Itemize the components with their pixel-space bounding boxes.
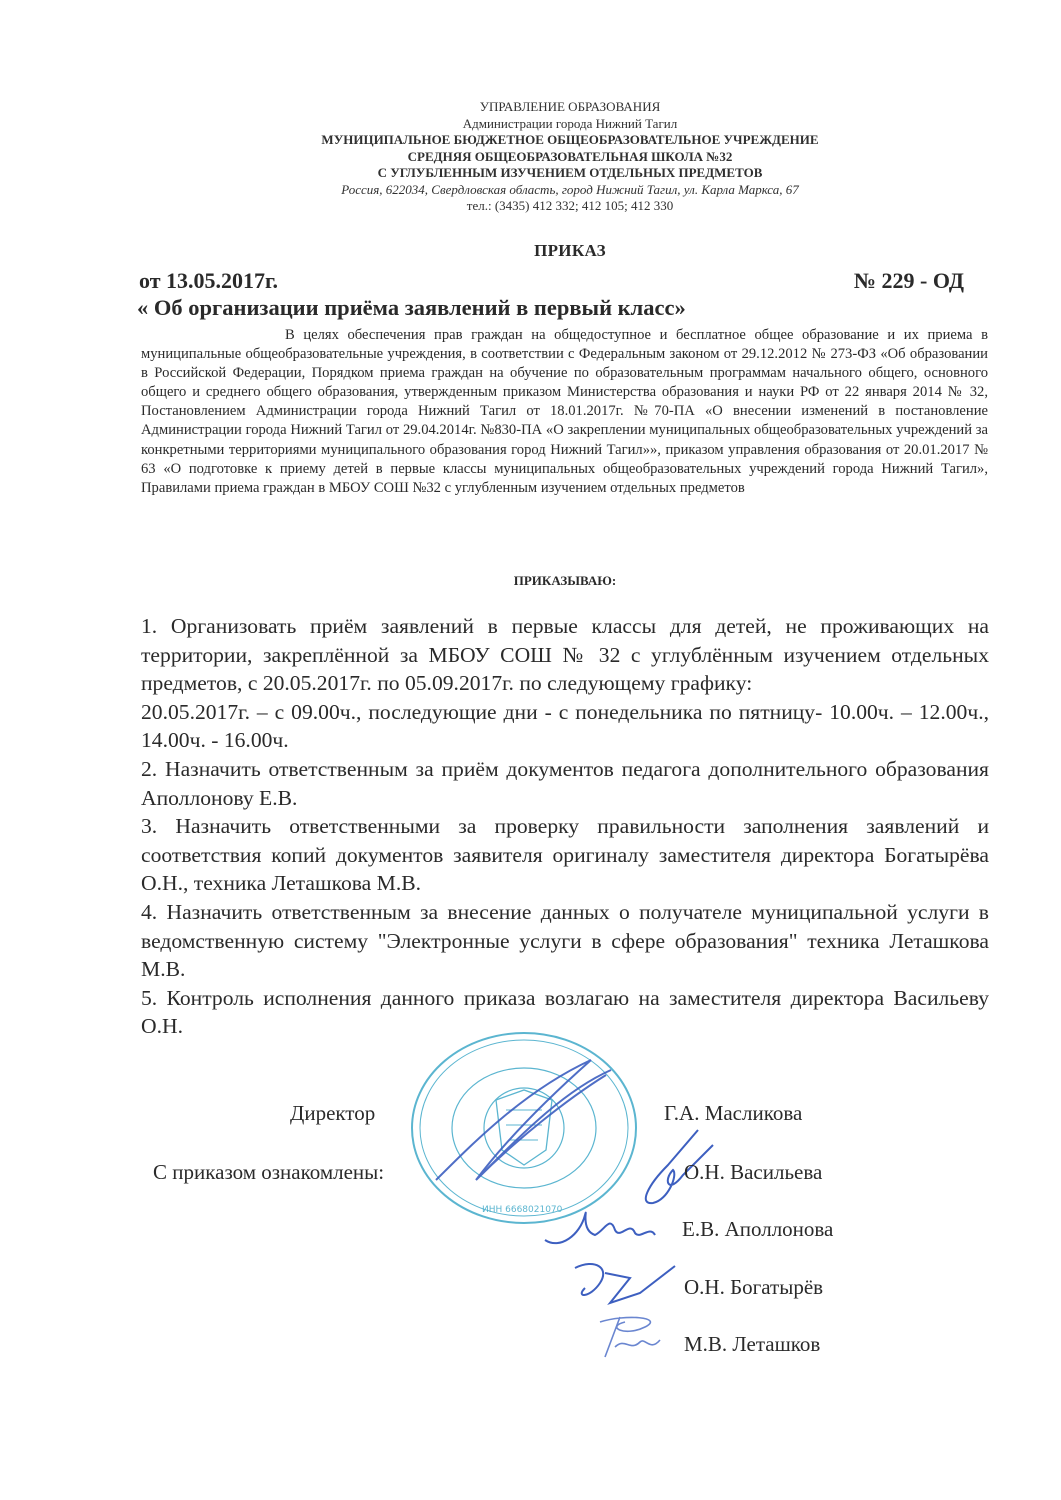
letterhead-department: УПРАВЛЕНИЕ ОБРАЗОВАНИЯ [479, 99, 661, 114]
letterhead [200, 99, 940, 215]
preamble-paragraph: В целях обеспечения прав граждан на общедоступное и бесплатное общее образование и их приема в муниципальные общеобразовательные учреждения, в соответствии с Федеральным законом от 29.12.2012 № 273-ФЗ «Об образовании в Российской Федерации, Порядком приема граждан на обучение по образовательным программам начального общего, основного общего и среднего общего образования, утвержденным приказом Министерства образования и науки РФ от 22 января 2014 № 32, Постановлением Администрации города Нижний Тагил от 18.01.2017г. №70-ПА «О внесении изменений в постановление Администрации города Нижний Тагил от 29.04.2014г. №830-ПА «О закреплении муниципальных общеобразовательных учреждений за конкретными территориями муниципального образования город Нижний Тагил»», приказом управления образования от 20.01.2017 № 63 «О подготовке к приему детей в первые классы муниципальных общеобразовательных учреждений города Нижний Тагил», Правилами приема граждан в МБОУ СОШ №32 с углубленным изучением отдельных предметов [141, 327, 988, 496]
order-item-1: 1. Организовать приём заявлений в первые классы для детей, не проживающих на территории, закреплённой за МБОУ СОШ № 32 с углублённым изучением отдельных предметов, с 20.05.2017г. по 05.09.2017г. по следующему графику: [141, 614, 989, 696]
acknowledgement-label: С приказом ознакомлены: [153, 1160, 385, 1184]
signature-bogatyrev-icon [570, 1258, 680, 1308]
letterhead-institution-type: МУНИЦИПАЛЬНОЕ БЮДЖЕТНОЕ ОБЩЕОБРАЗОВАТЕЛЬНОЕ УЧРЕЖДЕНИЕ [321, 132, 819, 147]
official-stamp-icon [396, 1030, 656, 1230]
acknowledged-name: М.В. Леташков [684, 1332, 821, 1356]
order-title: ПРИКАЗ [534, 241, 606, 260]
letterhead-address: Россия, 622034, Свердловская область, город Нижний Тагил, ул. Карла Маркса, 67 [341, 181, 799, 197]
order-subject: « Об организации приёма заявлений в первый класс» [137, 295, 686, 320]
acknowledged-name: Е.В. Аполлонова [682, 1217, 834, 1241]
letterhead-administration: Администрации города Нижний Тагил [462, 115, 678, 131]
director-label: Директор [290, 1101, 376, 1125]
decree-heading: ПРИКАЗЫВАЮ: [513, 573, 617, 588]
order-item-3: 3. Назначить ответственными за проверку правильности заполнения заявлений и соответствия копий документов заявителя оригиналу заместителя директора Богатырёва О.Н., техника Леташкова М.В. [141, 814, 989, 896]
stamp-inn-text: ИНН 6668021070 [482, 1205, 563, 1215]
order-item-5: 5. Контроль исполнения данного приказа возлагаю на заместителя директора Васильеву О.Н. [141, 985, 989, 1039]
order-date: от 13.05.2017г. [139, 268, 279, 293]
order-items [141, 612, 989, 1041]
order-item-4: 4. Назначить ответственным за внесение данных о получателе муниципальной услуги в ведомственную систему "Электронные услуги в сфере образования" техника Леташкова М.В. [141, 899, 989, 982]
letterhead-school-name: СРЕДНЯЯ ОБЩЕОБРАЗОВАТЕЛЬНАЯ ШКОЛА №32 [407, 148, 733, 164]
director-name: Г.А. Масликова [664, 1101, 803, 1125]
signature-apollonova-icon [540, 1195, 670, 1255]
order-item-2: 2. Назначить ответственным за приём документов педагога дополнительного образования Аполлонову Е.В. [141, 756, 989, 810]
acknowledged-name: О.Н. Васильева [684, 1160, 823, 1184]
order-number: № 229 - ОД [853, 268, 964, 293]
letterhead-phone: тел.: (3435) 412 332; 412 105; 412 330 [466, 198, 674, 213]
signature-letashkov-icon [585, 1312, 680, 1362]
letterhead-school-specialization: С УГЛУБЛЕННЫМ ИЗУЧЕНИЕМ ОТДЕЛЬНЫХ ПРЕДМЕТОВ [377, 165, 763, 180]
order-item-1-schedule: 20.05.2017г. – с 09.00ч., последующие дни - с понедельника по пятницу- 10.00ч. – 12.00ч., 14.00ч. - 16.00ч. [141, 699, 989, 753]
acknowledged-name: О.Н. Богатырёв [684, 1275, 824, 1299]
